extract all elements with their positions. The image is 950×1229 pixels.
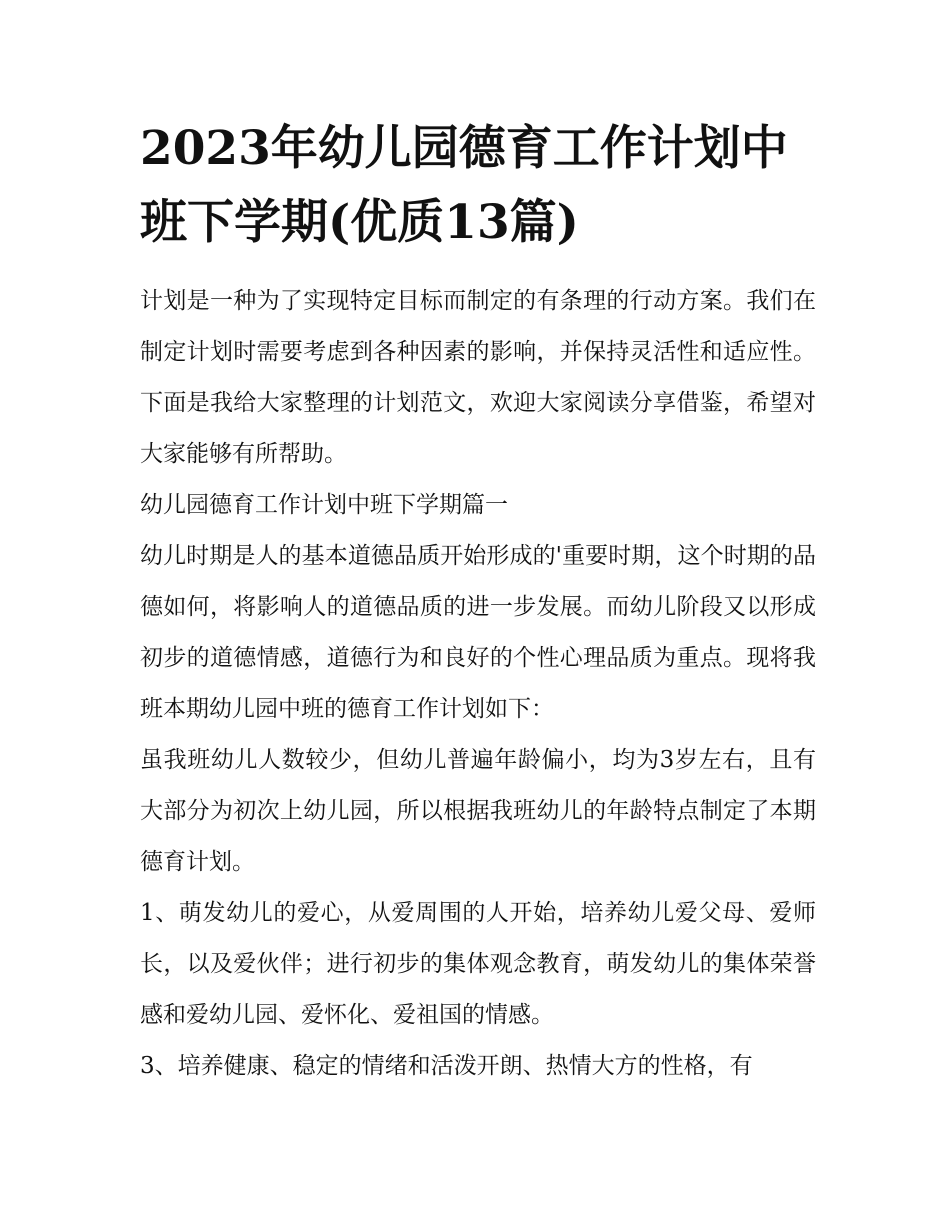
body-paragraph: 幼儿时期是人的基本道德品质开始形成的'重要时期，这个时期的品德如何，将影响人的道德品质的进一步发展。而幼儿阶段又以形成初步的道德情感，道德行为和良好的个性心理品质为重点。现将我班本期幼儿园中班的德育工作计划如下： xyxy=(140,543,816,722)
document-title: 2023年幼儿园德育工作计划中班下学期(优质13篇) xyxy=(140,121,788,250)
body-paragraph: 虽我班幼儿人数较少，但幼儿普遍年龄偏小，均为3岁左右，且有大部分为初次上幼儿园，所以根据我班幼儿的年龄特点制定了本期德育计划。 xyxy=(140,747,816,875)
list-item: 3、培养健康、稳定的情绪和活泼开朗、热情大方的性格，有 xyxy=(140,1053,753,1079)
list-item: 1、萌发幼儿的爱心，从爱周围的人开始，培养幼儿爱父母、爱师长，以及爱伙伴；进行初步的集体观念教育，萌发幼儿的集体荣誉感和爱幼儿园、爱怀化、爱祖国的情感。 xyxy=(140,900,816,1028)
document-body xyxy=(140,276,816,1092)
intro-paragraph: 计划是一种为了实现特定目标而制定的有条理的行动方案。我们在制定计划时需要考虑到各种因素的影响，并保持灵活性和适应性。下面是我给大家整理的计划范文，欢迎大家阅读分享借鉴，希望对大家能够有所帮助。 xyxy=(140,288,816,467)
section-heading: 幼儿园德育工作计划中班下学期篇一 xyxy=(140,492,508,518)
